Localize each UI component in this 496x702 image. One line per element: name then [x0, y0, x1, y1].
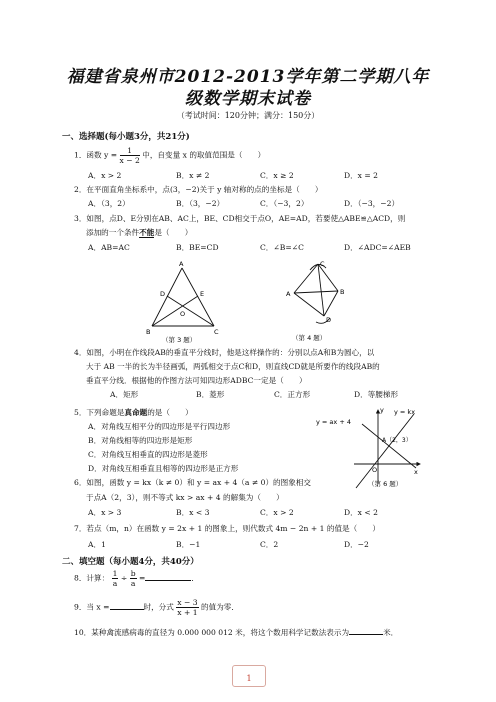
page-number-box [232, 665, 266, 687]
fig4-caption: （第 4 题） [292, 334, 327, 342]
fig4-label-a: A [286, 290, 291, 298]
q4-option-b[interactable]: B．菱形 [196, 390, 225, 399]
fig6-point-a-label: A（2，3） [382, 437, 412, 444]
q7-option-d[interactable]: D．−2 [344, 540, 369, 549]
question-4-line1: 4．如图，小明在作线段AB的垂直平分线时，他是这样操作的：分别以点A和B为圆心，以 [74, 348, 375, 357]
fig3-caption: （第 3 题） [162, 336, 197, 344]
q1-suffix: 中，自变量 x 的取值范围是（ ） [142, 150, 266, 160]
exam-info: （考试时间：120分钟；满分：150分） [176, 111, 320, 120]
question-3-line2: 添加的一个条件不能是（ ） [86, 228, 193, 237]
fig4-label-d: D [326, 316, 332, 324]
fig3-label-a: A [179, 260, 184, 268]
q3-option-a[interactable]: A．AB=AC [88, 243, 130, 252]
page-title-line2: 级数学期末试卷 [185, 89, 311, 109]
question-1 [74, 146, 265, 165]
q3-emphasis: 不能 [139, 228, 155, 237]
q2-option-a[interactable]: A．（3，2） [88, 199, 130, 208]
q5-option-a[interactable]: A．对角线互相平分的四边形是平行四边形 [88, 422, 231, 431]
q4-option-c[interactable]: C．正方形 [274, 390, 311, 399]
q7-option-c[interactable]: C．2 [260, 540, 279, 549]
q3-option-b[interactable]: B．BE=CD [176, 243, 219, 252]
question-8: 8．计算： $\frac{1}{a}$ ÷ $\frac{b}{a}$ = ． [74, 569, 199, 588]
q1-fraction: $\frac{1}{x - 2}$ [119, 146, 140, 165]
question-10: 10．某种禽流感病毒的直径为 0.000 000 012 米，将这个数用科学记数法表示为 米． [74, 628, 399, 637]
q6-option-b[interactable]: B．x < 3 [176, 508, 210, 517]
figure-4 [280, 256, 360, 342]
fig6-caption: （第 6 题） [368, 480, 403, 488]
question-5: 5．下列命题是真命题的是（ ） [74, 408, 193, 417]
fig4-label-b: B [340, 288, 345, 296]
fig3-label-c: C [214, 328, 219, 336]
q6-option-d[interactable]: D．x < 2 [344, 508, 378, 517]
q5-emphasis: 真命题 [124, 408, 148, 417]
figure-6 [316, 402, 428, 490]
page-title-line1: 福建省泉州市2012-2013学年第二学期八年 [66, 67, 430, 87]
q8-fraction-2: $\frac{b}{a}$ [130, 569, 136, 588]
q5-option-b[interactable]: B．对角线相等的四边形是矩形 [88, 436, 193, 445]
figure-3 [140, 258, 230, 344]
q7-option-a[interactable]: A．1 [88, 540, 106, 549]
q5-option-d[interactable]: D．对角线互相垂直且相等的四边形是正方形 [88, 464, 239, 473]
fig6-origin-label: O [372, 466, 378, 474]
fig3-label-b: B [146, 328, 151, 336]
q2-option-d[interactable]: D．（−3，−2） [344, 199, 400, 208]
q8-answer-blank[interactable] [145, 572, 191, 581]
page-number: 1 [246, 674, 252, 683]
q1-option-c[interactable]: C．x ≥ 2 [260, 171, 294, 180]
q9-fraction: $\frac{x - 3}{x + 1}$ [177, 598, 198, 617]
q6-option-c[interactable]: C．x > 2 [260, 508, 294, 517]
section-heading-fill: 二、填空题（每小题4分，共40分） [62, 557, 199, 567]
fig6-y-axis-label: y [380, 406, 384, 414]
q8-fraction-1: $\frac{1}{a}$ [112, 569, 118, 588]
question-4-line3: 垂直平分线．根据他的作图方法可知四边形ADBC一定是（ ） [86, 376, 307, 385]
question-9: 9．当 x = 时，分式 $\frac{x - 3}{x + 1}$ 的值为零． [74, 598, 239, 617]
q1-option-b[interactable]: B．x ≠ 2 [176, 171, 210, 180]
fig6-line-kx-label: y = kx [394, 408, 416, 416]
fig4-label-c: C [320, 260, 325, 268]
question-6-line2: 于点A（2，3），则不等式 kx > ax + 4 的解集为（ ） [86, 493, 284, 502]
q1-prefix: 1．函数 y = [74, 150, 118, 160]
q10-answer-blank[interactable] [349, 626, 383, 635]
q2-option-c[interactable]: C．（−3，2） [260, 199, 309, 208]
q1-option-d[interactable]: D．x = 2 [344, 171, 378, 180]
q7-option-b[interactable]: B．−1 [176, 540, 201, 549]
q6-option-a[interactable]: A．x > 3 [88, 508, 122, 517]
q3-option-d[interactable]: D．∠ADC=∠AEB [344, 243, 411, 252]
fig3-label-e: E [200, 290, 205, 298]
question-2: 2．在平面直角坐标系中，点(3，−2)关于 y 轴对称的点的坐标是（ ） [74, 185, 323, 194]
q1-option-a[interactable]: A．x > 2 [88, 171, 122, 180]
q2-option-b[interactable]: B．（3，−2） [176, 199, 225, 208]
q4-option-a[interactable]: A．矩形 [110, 390, 139, 399]
fig3-label-d: D [160, 290, 166, 298]
q3-option-c[interactable]: C．∠B=∠C [260, 243, 304, 252]
question-4-line2: 大于 AB 一半的长为半径画弧，两弧相交于点C和D，则直线CD就是所要作的线段AB的 [86, 362, 380, 371]
question-7: 7．若点（m，n）在函数 y = 2x + 1 的图象上，则代数式 4m − 2n + 1 的值是（ ） [74, 524, 381, 533]
q9-answer-blank[interactable] [110, 601, 144, 610]
question-6-line1: 6．如图，函数 y = kx（k ≠ 0）和 y = ax + 4（a ≠ 0）的图象相交 [74, 478, 312, 487]
q5-option-c[interactable]: C．对角线互相垂直的四边形是菱形 [88, 450, 208, 459]
section-heading-choice: 一、选择题(每小题3分，共21分) [62, 132, 190, 142]
fig6-line-ax-label: y = ax + 4 [316, 418, 351, 426]
fig6-x-axis-label: x [414, 468, 418, 476]
q4-option-d[interactable]: D．等腰梯形 [354, 390, 399, 399]
question-3-line1: 3．如图，点D、E分别在AB、AC上，BE、CD相交于点O，AE=AD，若要使△ABE≌△ACD，则 [74, 214, 406, 223]
fig3-label-o: O [180, 310, 186, 318]
